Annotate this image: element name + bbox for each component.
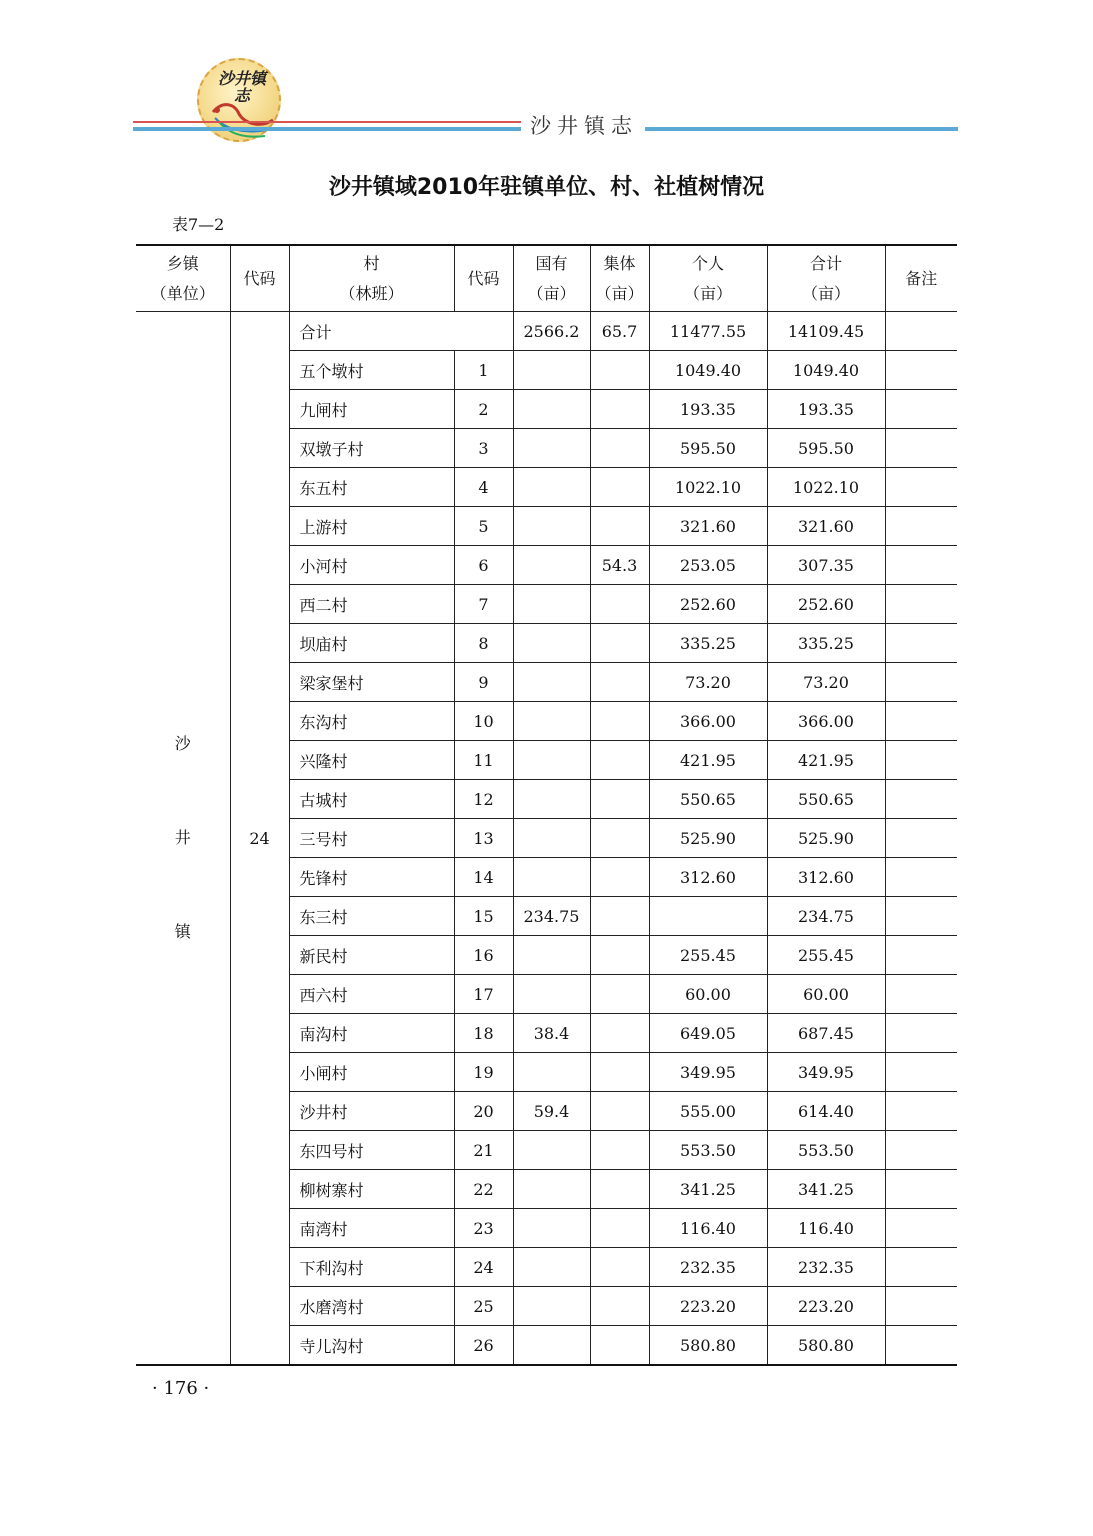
- village-state-cell: 234.75: [513, 897, 590, 936]
- village-collective-cell: [590, 780, 649, 819]
- column-header-unit: （亩）: [683, 283, 732, 303]
- village-collective-cell: [590, 1053, 649, 1092]
- village-note-cell: [885, 1248, 957, 1287]
- village-individual-cell: 60.00: [649, 975, 767, 1014]
- village-total-cell: 341.25: [767, 1170, 885, 1209]
- village-code-cell: 10: [454, 702, 513, 741]
- village-state-cell: [513, 1131, 590, 1170]
- village-total-cell: 232.35: [767, 1248, 885, 1287]
- village-name-cell: 五个墩村: [289, 351, 454, 390]
- village-name-cell: 西六村: [289, 975, 454, 1014]
- village-state-cell: [513, 1209, 590, 1248]
- village-total-cell: 525.90: [767, 819, 885, 858]
- village-code-cell: 24: [454, 1248, 513, 1287]
- village-code-cell: 26: [454, 1326, 513, 1366]
- village-code-cell: 1: [454, 351, 513, 390]
- village-individual-cell: 116.40: [649, 1209, 767, 1248]
- header-rule-blue: [133, 127, 521, 131]
- village-code-cell: 14: [454, 858, 513, 897]
- village-name-cell: 柳树寨村: [289, 1170, 454, 1209]
- village-note-cell: [885, 741, 957, 780]
- column-header-label: 村: [363, 253, 380, 273]
- village-state-cell: [513, 429, 590, 468]
- column-header: [513, 245, 590, 312]
- village-total-cell: 366.00: [767, 702, 885, 741]
- total-state-cell: 2566.2: [513, 312, 590, 351]
- village-collective-cell: [590, 390, 649, 429]
- village-collective-cell: [590, 1248, 649, 1287]
- village-code-cell: 20: [454, 1092, 513, 1131]
- village-note-cell: [885, 468, 957, 507]
- village-state-cell: [513, 975, 590, 1014]
- village-code-cell: 22: [454, 1170, 513, 1209]
- village-collective-cell: [590, 429, 649, 468]
- village-collective-cell: [590, 975, 649, 1014]
- village-state-cell: [513, 1053, 590, 1092]
- table-label: 表7—2: [172, 215, 225, 234]
- village-state-cell: [513, 702, 590, 741]
- village-note-cell: [885, 390, 957, 429]
- village-total-cell: 1022.10: [767, 468, 885, 507]
- planting-table: [136, 244, 957, 1366]
- village-code-cell: 4: [454, 468, 513, 507]
- village-total-cell: 687.45: [767, 1014, 885, 1053]
- village-collective-cell: [590, 897, 649, 936]
- village-collective-cell: [590, 585, 649, 624]
- column-header-label: 代码: [243, 268, 276, 288]
- village-state-cell: [513, 507, 590, 546]
- village-total-cell: 614.40: [767, 1092, 885, 1131]
- column-header-label: 备注: [905, 268, 938, 288]
- column-header-unit: （亩）: [527, 283, 576, 303]
- village-collective-cell: [590, 858, 649, 897]
- village-note-cell: [885, 1014, 957, 1053]
- village-state-cell: [513, 468, 590, 507]
- village-name-cell: 水磨湾村: [289, 1287, 454, 1326]
- column-header: [136, 245, 230, 312]
- village-name-cell: 南湾村: [289, 1209, 454, 1248]
- table-row-total: [136, 312, 957, 351]
- column-header: [885, 245, 957, 312]
- village-note-cell: [885, 546, 957, 585]
- village-individual-cell: [649, 897, 767, 936]
- header-rule-blue-right: [645, 127, 958, 131]
- village-state-cell: [513, 1248, 590, 1287]
- village-name-cell: 兴隆村: [289, 741, 454, 780]
- total-label-cell: 合计: [289, 312, 513, 351]
- village-individual-cell: 555.00: [649, 1092, 767, 1131]
- village-collective-cell: [590, 1170, 649, 1209]
- village-individual-cell: 223.20: [649, 1287, 767, 1326]
- village-total-cell: 595.50: [767, 429, 885, 468]
- column-header: [767, 245, 885, 312]
- village-note-cell: [885, 819, 957, 858]
- village-individual-cell: 649.05: [649, 1014, 767, 1053]
- village-note-cell: [885, 1092, 957, 1131]
- village-note-cell: [885, 897, 957, 936]
- village-note-cell: [885, 975, 957, 1014]
- village-name-cell: 先锋村: [289, 858, 454, 897]
- village-code-cell: 9: [454, 663, 513, 702]
- village-name-cell: 东四号村: [289, 1131, 454, 1170]
- town-name-cell: [136, 312, 230, 1366]
- column-header-unit: （亩）: [595, 283, 644, 303]
- village-individual-cell: 421.95: [649, 741, 767, 780]
- village-total-cell: 116.40: [767, 1209, 885, 1248]
- header-rule-red: [133, 121, 521, 123]
- village-name-cell: 下利沟村: [289, 1248, 454, 1287]
- village-name-cell: 小闸村: [289, 1053, 454, 1092]
- village-name-cell: 东五村: [289, 468, 454, 507]
- village-code-cell: 8: [454, 624, 513, 663]
- village-total-cell: 234.75: [767, 897, 885, 936]
- village-name-cell: 寺儿沟村: [289, 1326, 454, 1366]
- village-state-cell: [513, 741, 590, 780]
- village-individual-cell: 349.95: [649, 1053, 767, 1092]
- village-state-cell: [513, 819, 590, 858]
- village-total-cell: 193.35: [767, 390, 885, 429]
- village-name-cell: 坝庙村: [289, 624, 454, 663]
- village-total-cell: 60.00: [767, 975, 885, 1014]
- village-name-cell: 梁家堡村: [289, 663, 454, 702]
- column-header-label: 乡镇: [166, 253, 199, 273]
- village-total-cell: 307.35: [767, 546, 885, 585]
- column-header-label: 集体: [603, 253, 636, 273]
- book-title: 沙井镇志: [530, 114, 638, 138]
- village-state-cell: [513, 585, 590, 624]
- village-individual-cell: 550.65: [649, 780, 767, 819]
- village-code-cell: 3: [454, 429, 513, 468]
- village-name-cell: 双墩子村: [289, 429, 454, 468]
- village-note-cell: [885, 507, 957, 546]
- total-collective-cell: 65.7: [590, 312, 649, 351]
- village-name-cell: 东沟村: [289, 702, 454, 741]
- village-name-cell: 东三村: [289, 897, 454, 936]
- column-header: [649, 245, 767, 312]
- village-code-cell: 13: [454, 819, 513, 858]
- village-individual-cell: 232.35: [649, 1248, 767, 1287]
- village-code-cell: 11: [454, 741, 513, 780]
- column-header-label: 代码: [467, 268, 500, 288]
- phoenix-icon: [205, 90, 277, 140]
- village-state-cell: [513, 624, 590, 663]
- village-individual-cell: 580.80: [649, 1326, 767, 1366]
- village-individual-cell: 335.25: [649, 624, 767, 663]
- village-collective-cell: [590, 1209, 649, 1248]
- village-collective-cell: [590, 468, 649, 507]
- village-note-cell: [885, 936, 957, 975]
- village-individual-cell: 312.60: [649, 858, 767, 897]
- town-name-char: 井: [174, 828, 191, 847]
- village-individual-cell: 252.60: [649, 585, 767, 624]
- village-note-cell: [885, 1170, 957, 1209]
- village-code-cell: 2: [454, 390, 513, 429]
- village-name-cell: 新民村: [289, 936, 454, 975]
- village-individual-cell: 321.60: [649, 507, 767, 546]
- village-total-cell: 73.20: [767, 663, 885, 702]
- village-code-cell: 7: [454, 585, 513, 624]
- total-total-cell: 14109.45: [767, 312, 885, 351]
- column-header-unit: （单位）: [150, 283, 215, 303]
- village-total-cell: 1049.40: [767, 351, 885, 390]
- village-state-cell: [513, 1326, 590, 1366]
- village-collective-cell: [590, 702, 649, 741]
- village-collective-cell: [590, 1092, 649, 1131]
- village-code-cell: 23: [454, 1209, 513, 1248]
- village-name-cell: 古城村: [289, 780, 454, 819]
- page-number: · 176 ·: [152, 1378, 210, 1399]
- village-individual-cell: 525.90: [649, 819, 767, 858]
- village-code-cell: 12: [454, 780, 513, 819]
- village-collective-cell: [590, 624, 649, 663]
- village-note-cell: [885, 663, 957, 702]
- page-header: [0, 0, 1093, 150]
- logo-text: 沙井镇志: [217, 69, 266, 105]
- village-state-cell: [513, 663, 590, 702]
- village-state-cell: [513, 1287, 590, 1326]
- village-state-cell: 38.4: [513, 1014, 590, 1053]
- village-individual-cell: 73.20: [649, 663, 767, 702]
- village-state-cell: [513, 936, 590, 975]
- village-state-cell: [513, 858, 590, 897]
- village-name-cell: 三号村: [289, 819, 454, 858]
- village-note-cell: [885, 858, 957, 897]
- village-individual-cell: 553.50: [649, 1131, 767, 1170]
- table-body: [136, 312, 957, 1366]
- village-note-cell: [885, 624, 957, 663]
- page-title: 沙井镇域2010年驻镇单位、村、社植树情况: [328, 175, 765, 200]
- town-code-cell: 24: [230, 312, 289, 1366]
- village-code-cell: 15: [454, 897, 513, 936]
- village-collective-cell: [590, 741, 649, 780]
- village-note-cell: [885, 1053, 957, 1092]
- village-code-cell: 21: [454, 1131, 513, 1170]
- village-collective-cell: [590, 819, 649, 858]
- village-total-cell: 349.95: [767, 1053, 885, 1092]
- column-header: [289, 245, 454, 312]
- village-individual-cell: 1049.40: [649, 351, 767, 390]
- village-individual-cell: 1022.10: [649, 468, 767, 507]
- village-collective-cell: [590, 507, 649, 546]
- village-collective-cell: [590, 663, 649, 702]
- column-header: [230, 245, 289, 312]
- village-name-cell: 西二村: [289, 585, 454, 624]
- village-state-cell: 59.4: [513, 1092, 590, 1131]
- village-code-cell: 18: [454, 1014, 513, 1053]
- village-code-cell: 19: [454, 1053, 513, 1092]
- village-state-cell: [513, 546, 590, 585]
- village-total-cell: 335.25: [767, 624, 885, 663]
- village-individual-cell: 341.25: [649, 1170, 767, 1209]
- village-total-cell: 421.95: [767, 741, 885, 780]
- village-note-cell: [885, 585, 957, 624]
- column-header-label: 合计: [809, 253, 842, 273]
- village-individual-cell: 595.50: [649, 429, 767, 468]
- village-total-cell: 553.50: [767, 1131, 885, 1170]
- village-note-cell: [885, 1209, 957, 1248]
- village-collective-cell: [590, 1014, 649, 1053]
- village-note-cell: [885, 429, 957, 468]
- town-name-char: 镇: [174, 922, 191, 941]
- village-collective-cell: 54.3: [590, 546, 649, 585]
- village-individual-cell: 253.05: [649, 546, 767, 585]
- village-collective-cell: [590, 936, 649, 975]
- column-header-unit: （亩）: [801, 283, 850, 303]
- column-header: [590, 245, 649, 312]
- town-name-char: 沙: [174, 734, 191, 753]
- village-note-cell: [885, 351, 957, 390]
- village-code-cell: 6: [454, 546, 513, 585]
- village-collective-cell: [590, 351, 649, 390]
- village-name-cell: 上游村: [289, 507, 454, 546]
- village-state-cell: [513, 351, 590, 390]
- village-name-cell: 小河村: [289, 546, 454, 585]
- total-individual-cell: 11477.55: [649, 312, 767, 351]
- village-note-cell: [885, 780, 957, 819]
- village-total-cell: 312.60: [767, 858, 885, 897]
- village-name-cell: 沙井村: [289, 1092, 454, 1131]
- table-header-row: [136, 245, 957, 312]
- column-header: [454, 245, 513, 312]
- total-note-cell: [885, 312, 957, 351]
- column-header-label: 个人: [691, 253, 724, 273]
- village-note-cell: [885, 1287, 957, 1326]
- village-individual-cell: 255.45: [649, 936, 767, 975]
- village-state-cell: [513, 780, 590, 819]
- village-code-cell: 17: [454, 975, 513, 1014]
- village-state-cell: [513, 390, 590, 429]
- village-total-cell: 252.60: [767, 585, 885, 624]
- village-total-cell: 550.65: [767, 780, 885, 819]
- village-individual-cell: 366.00: [649, 702, 767, 741]
- village-total-cell: 223.20: [767, 1287, 885, 1326]
- village-collective-cell: [590, 1131, 649, 1170]
- village-total-cell: 580.80: [767, 1326, 885, 1366]
- village-name-cell: 南沟村: [289, 1014, 454, 1053]
- village-note-cell: [885, 702, 957, 741]
- village-total-cell: 255.45: [767, 936, 885, 975]
- village-name-cell: 九闸村: [289, 390, 454, 429]
- village-note-cell: [885, 1326, 957, 1366]
- village-code-cell: 16: [454, 936, 513, 975]
- village-total-cell: 321.60: [767, 507, 885, 546]
- village-collective-cell: [590, 1287, 649, 1326]
- village-note-cell: [885, 1131, 957, 1170]
- village-state-cell: [513, 1170, 590, 1209]
- village-code-cell: 25: [454, 1287, 513, 1326]
- column-header-label: 国有: [535, 253, 568, 273]
- village-code-cell: 5: [454, 507, 513, 546]
- column-header-unit: （林班）: [339, 283, 404, 303]
- village-collective-cell: [590, 1326, 649, 1366]
- village-individual-cell: 193.35: [649, 390, 767, 429]
